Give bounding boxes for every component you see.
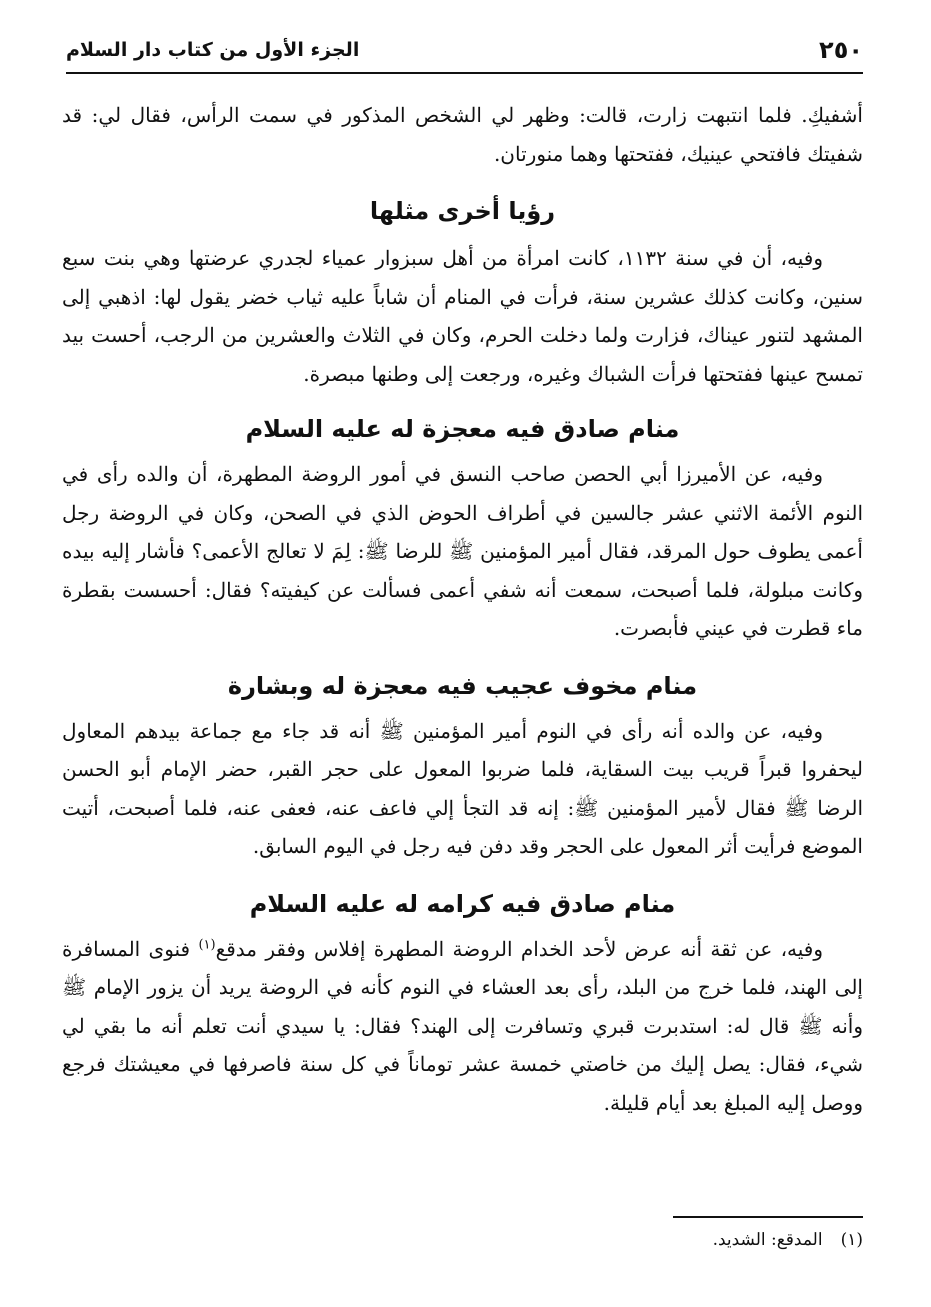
- paragraph-text-part-2: فنوى المسافرة إلى الهند، فلما خرج من البلد، رأى بعد العشاء في النوم كأنه في الروضة يريد أن يزور الإمام ﷺ وأنه ﷺ قال له: استدبرت قبري وتسافرت إلى الهند؟ فقال: يا سيدي أنت تعلم أنه ما بقي لي شيء، فقال: يصل إليك من خاصتي خمسة عشر توماناً في كل سنة فاصرفها في معيشتك فرجع ووصل إليه المبلغ بعد أيام قليلة.: [62, 936, 863, 1115]
- header-divider: [66, 72, 863, 74]
- page-body: [62, 96, 863, 1122]
- section-heading-3: منام مخوف عجيب فيه معجزة له وبشارة: [227, 671, 698, 700]
- paragraph-text-part-1: وفيه، عن ثقة أنه عرض لأحد الخدام الروضة المطهرة إفلاس وفقر مدقع: [215, 936, 823, 961]
- footnote-reference[interactable]: (١): [198, 936, 216, 952]
- section-paragraph-1: وفيه، أن في سنة ١١٣٢، كانت امرأة من أهل سبزوار عمياء لجدري عرضتها وهي بنت سبع سنين، وكانت كذلك عشرين سنة، فرأت في المنام أن شاباً عليه ثياب خضر يقول لها: اذهبي إلى المشهد لتنور عيناك، فزارت ولما دخلت الحرم، وكان في الثلاث والعشرين من الرجب، أحست بيد تمسح عينها ففتحتها فرأت الشباك وغيره، ورجعت إلى وطنها مبصرة.: [62, 246, 863, 386]
- page-number: ٢٥٠: [819, 36, 863, 64]
- footnote-divider: [673, 1216, 863, 1218]
- section-heading-1: رؤيا أخرى مثلها: [369, 197, 556, 225]
- running-title: الجزء الأول من كتاب دار السلام: [66, 39, 360, 61]
- section-heading-4: منام صادق فيه كرامه له عليه السلام: [249, 889, 676, 918]
- footnote-text: المدقع: الشديد.: [712, 1230, 823, 1250]
- section-heading-2: منام صادق فيه معجزة له عليه السلام: [245, 415, 680, 443]
- footnote-number: (١): [840, 1230, 863, 1250]
- section-paragraph-4: [62, 930, 863, 1123]
- footnote: [713, 1228, 863, 1252]
- section-paragraph-3: وفيه، عن والده أنه رأى في النوم أمير المؤمنين ﷺ أنه قد جاء مع جماعة بيدهم المعاول ليحفروا قبراً قريب بيت السقاية، فلما ضربوا المعول على حجر القبر، حضر الإمام أبو الحسن الرضا ﷺ فقال لأمير المؤمنين ﷺ: إنه قد التجأ إلي فاعف عنه، فعفى عنه، فلما أصبحت، أتيت الموضع فرأيت أثر المعول على الحجر وقد دفن فيه رجل في اليوم السابق.: [62, 718, 863, 858]
- section-paragraph-2: وفيه، عن الأميرزا أبي الحصن صاحب النسق في أمور الروضة المطهرة، أن والده رأى في النوم الأئمة الاثني عشر جالسين في أطراف الحوض الذي في الصحن، وكان في الروضة رجل أعمى يطوف حول المرقد، فقال أمير المؤمنين ﷺ للرضا ﷺ: لِمَ لا تعالج الأعمى؟ فأشار إليه بيده وكانت مبلولة، فلما أصبحت، سمعت أنه شفي أعمى فسألت عن كيفيته؟ فقال: أحسست بقطرة ماء قطرت في عيني فأبصرت.: [62, 462, 863, 640]
- page-header: [66, 28, 863, 72]
- intro-paragraph: أشفيكِ. فلما انتبهت زارت، قالت: وظهر لي الشخص المذكور في سمت الرأس، فقال لي: قد شفيتك فافتحي عينيك، ففتحتها وهما منورتان.: [62, 103, 863, 166]
